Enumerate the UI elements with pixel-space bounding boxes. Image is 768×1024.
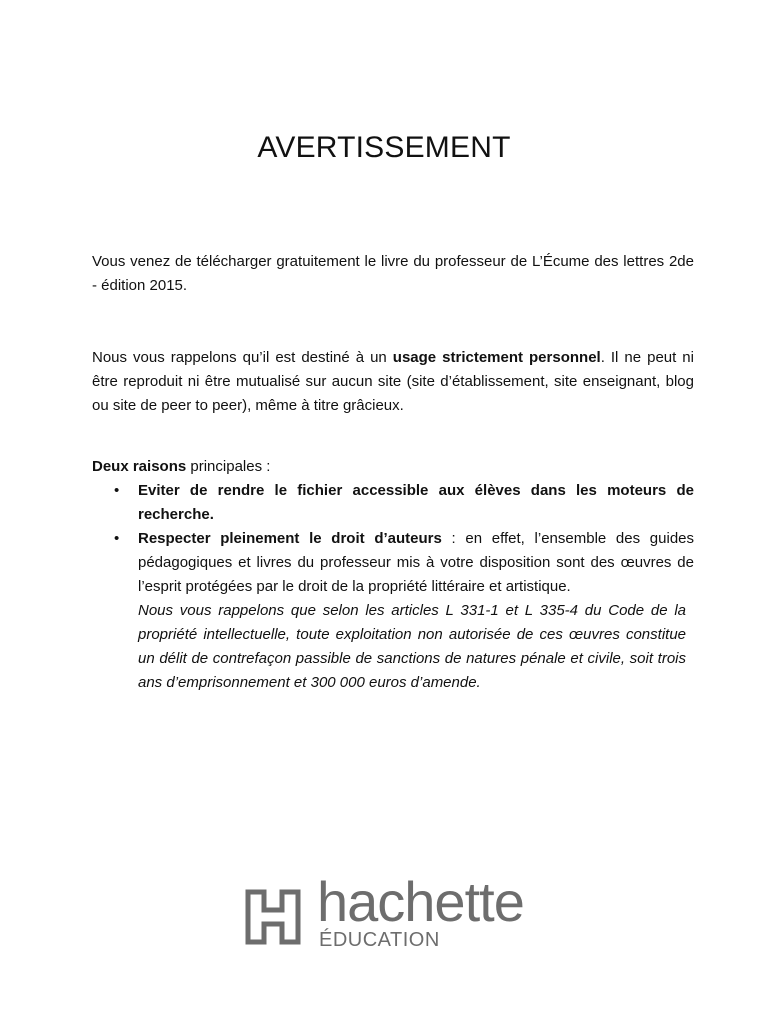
reasons-list (92, 479, 694, 695)
reasons-heading-bold: Deux raisons (92, 458, 187, 475)
reason-2-bold: Respecter pleinement le droit d’auteurs (138, 530, 442, 547)
logo-wordmark: hachette (317, 870, 524, 933)
usage-text-start: Nous vous rappelons qu’il est destiné à un (92, 349, 393, 366)
usage-emphasis: usage strictement personnel (392, 349, 601, 366)
logo-subtitle: ÉDUCATION (319, 929, 440, 951)
hachette-logo (240, 870, 530, 960)
reasons-heading-rest: principales : (186, 458, 271, 475)
legal-notice: Nous vous rappelons que selon les articles L 331-1 et L 335-4 du Code de la propriété intellectuelle, toute exploitation non autorisée de ces œuvres constitue un délit de contrefaçon passible de sanctions de natures pénale et civile, soit trois ans d’emprisonnement et 300 000 euros d’amende. (138, 602, 686, 691)
list-item (92, 527, 694, 695)
hachette-h-icon (245, 889, 301, 945)
list-item (92, 479, 694, 527)
usage-text-end: . Il ne peut ni être reproduit ni être mutualisé sur aucun site (site d’établissement, site enseignant, blog ou site de peer to peer), même à titre grâcieux. (92, 349, 694, 414)
bullet-icon: • (114, 530, 120, 547)
reason-2-rest: : en effet, l’ensemble des guides pédagogiques et livres du professeur mis à votre disposition sont des œuvres de l’esprit protégées par le droit de la propriété littéraire et artistique. (138, 530, 695, 595)
bullet-icon: • (114, 482, 120, 499)
intro-paragraph: Vous venez de télécharger gratuitement le livre du professeur de L’Écume des lettres 2de - édition 2015. (92, 253, 694, 294)
page-title: AVERTISSEMENT (257, 131, 511, 164)
reason-1-bold: Eviter de rendre le fichier accessible aux élèves dans les moteurs de recherche. (138, 482, 694, 523)
reasons-heading (92, 455, 694, 479)
usage-paragraph (92, 346, 694, 418)
